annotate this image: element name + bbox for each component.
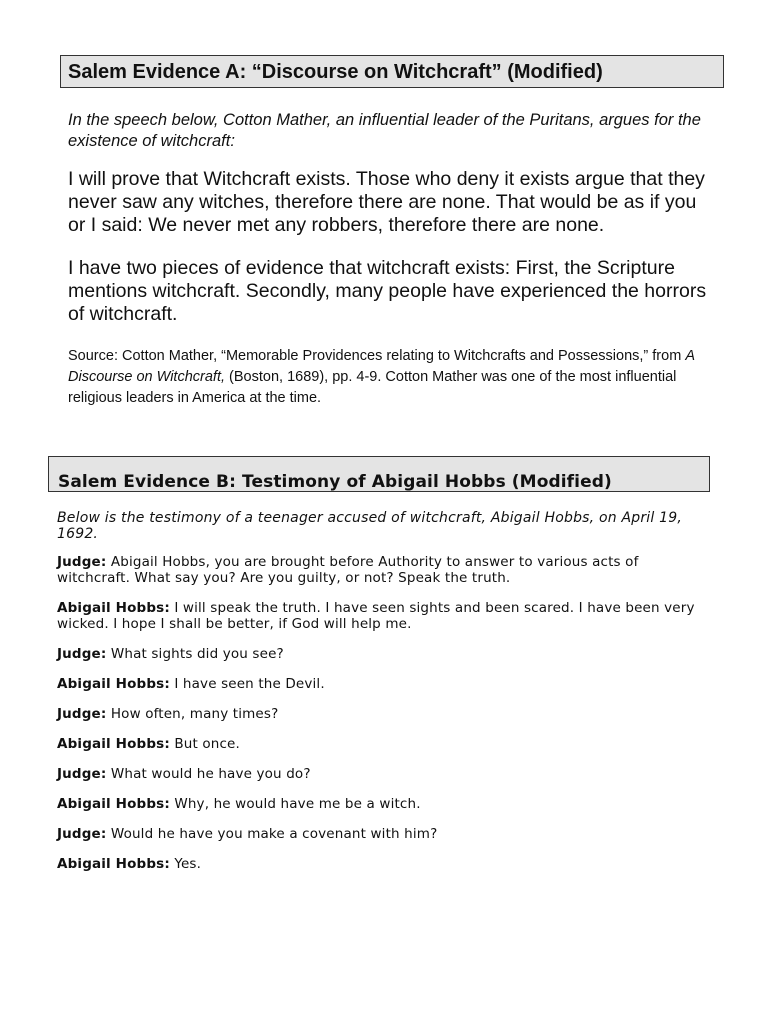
dialogue-line [57, 646, 697, 662]
dialogue-text: What sights did you see? [106, 646, 284, 662]
evidence-a-intro: In the speech below, Cotton Mather, an influential leader of the Puritans, argues for the existence of witchcraft: [68, 111, 701, 150]
speaker-name: Abigail Hobbs: [57, 676, 170, 692]
mather-speech [68, 168, 718, 326]
speaker-name: Abigail Hobbs: [57, 600, 170, 616]
source-title: A Discourse on Witchcraft, [68, 348, 695, 385]
evidence-b-section [48, 456, 710, 886]
dialogue-line [57, 676, 697, 692]
dialogue-text: Why, he would have me be a witch. [169, 796, 421, 812]
source-suffix: (Boston, 1689), pp. 4-9. Cotton Mather was one of the most influential religious leaders in America at the time. [68, 369, 677, 406]
speaker-name: Judge: [57, 554, 107, 570]
dialogue-line [57, 706, 697, 722]
testimony-dialogue [57, 554, 697, 872]
dialogue-line [57, 600, 697, 632]
speaker-name: Abigail Hobbs: [57, 856, 170, 872]
evidence-b-intro: Below is the testimony of a teenager accused of witchcraft, Abigail Hobbs, on April 19, 1692. [57, 510, 682, 542]
dialogue-text: Abigail Hobbs, you are brought before Authority to answer to various acts of witchcraft. What say you? Are you guilty, or not? Speak the truth. [57, 554, 639, 586]
dialogue-text: Would he have you make a covenant with him? [106, 826, 438, 842]
evidence-a-source [68, 346, 718, 409]
speaker-name: Abigail Hobbs: [57, 796, 170, 812]
dialogue-line [57, 796, 697, 812]
source-prefix: Source: Cotton Mather, “Memorable Providences relating to Witchcrafts and Possessions,” from [68, 348, 686, 364]
evidence-a-section [60, 55, 724, 409]
dialogue-line [57, 826, 697, 842]
dialogue-text: But once. [169, 736, 240, 752]
dialogue-line [57, 554, 697, 586]
dialogue-line [57, 766, 697, 782]
dialogue-line [57, 856, 697, 872]
speech-paragraph: I will prove that Witchcraft exists. Those who deny it exists argue that they never saw any witches, therefore there are none. That would be as if you or I said: We never met any robbers, therefore there are none. [68, 168, 705, 236]
speaker-name: Abigail Hobbs: [57, 736, 170, 752]
dialogue-line [57, 736, 697, 752]
dialogue-text: I have seen the Devil. [169, 676, 325, 692]
dialogue-text: I will speak the truth. I have seen sights and been scared. I have been very wicked. I hope I shall be better, if God will help me. [57, 600, 695, 632]
speech-paragraph: I have two pieces of evidence that witchcraft exists: First, the Scripture mentions witchcraft. Secondly, many people have experienced the horrors of witchcraft. [68, 257, 707, 325]
speaker-name: Judge: [57, 706, 107, 722]
dialogue-text: Yes. [169, 856, 202, 872]
speaker-name: Judge: [57, 766, 107, 782]
evidence-b-header: Salem Evidence B: Testimony of Abigail Hobbs (Modified) [48, 456, 710, 492]
evidence-a-header: Salem Evidence A: “Discourse on Witchcraft” (Modified) [60, 55, 724, 88]
speaker-name: Judge: [57, 646, 107, 662]
speaker-name: Judge: [57, 826, 107, 842]
dialogue-text: How often, many times? [106, 706, 279, 722]
dialogue-text: What would he have you do? [106, 766, 311, 782]
